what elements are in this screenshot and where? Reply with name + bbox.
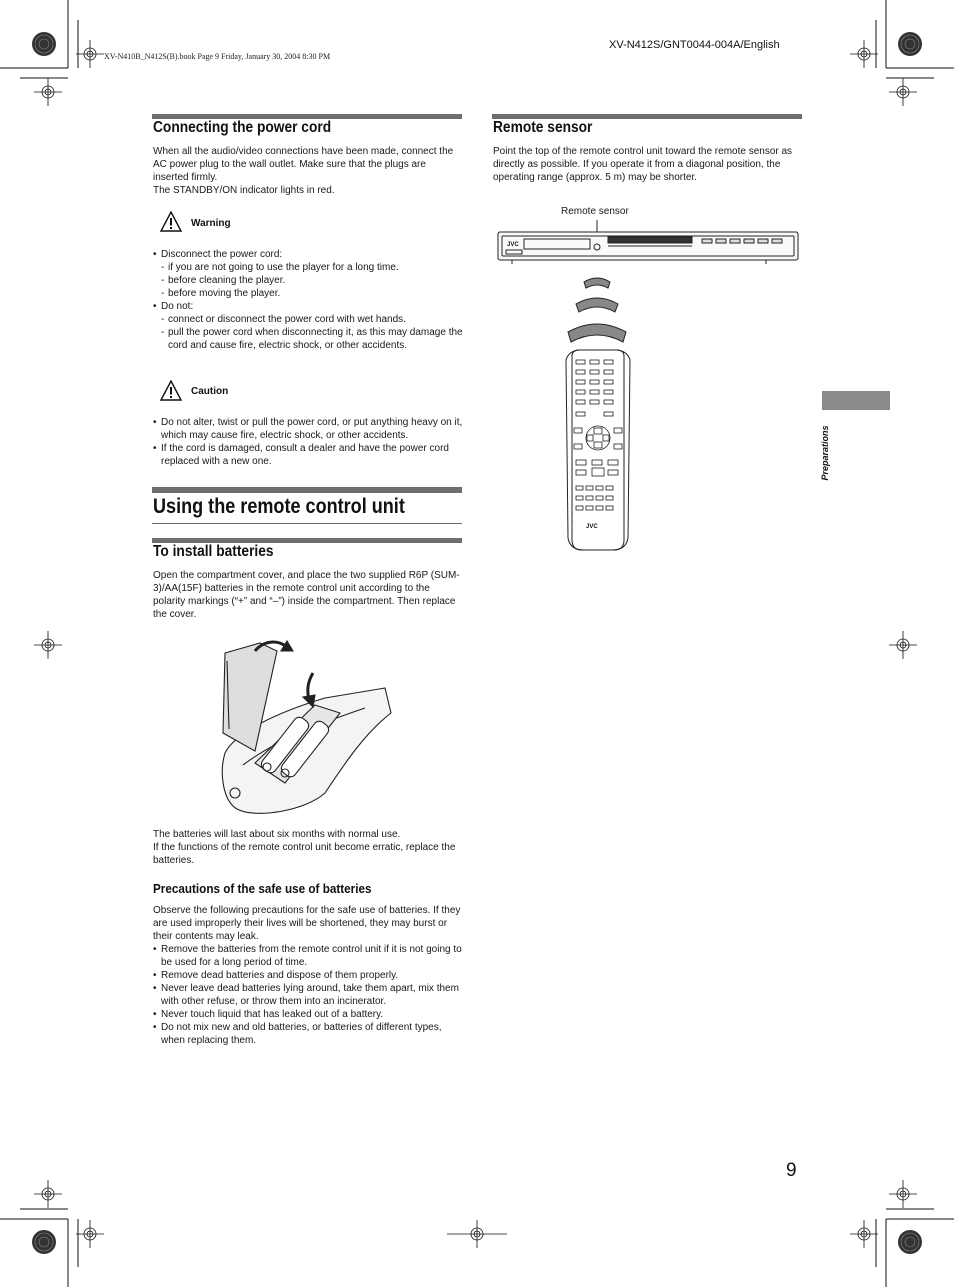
warning-triangle-icon bbox=[160, 211, 182, 233]
chapter-title-remote: Using the remote control unit bbox=[153, 495, 405, 518]
caution-triangle-icon bbox=[160, 380, 182, 402]
chapter-underline bbox=[152, 523, 462, 524]
warning-label: Warning bbox=[191, 218, 231, 229]
power-cord-intro bbox=[153, 145, 463, 197]
warning-subitem: - if you are not going to use the player for a long time. bbox=[153, 261, 463, 274]
precaution-item: • Never touch liquid that has leaked out of a battery. bbox=[153, 1008, 463, 1021]
warning-subitem: - before cleaning the player. bbox=[153, 274, 463, 287]
battery-life-notes bbox=[153, 828, 463, 867]
remote-brand-logo: JVC bbox=[586, 524, 598, 530]
page-number: 9 bbox=[786, 1160, 797, 1181]
precautions-block bbox=[153, 904, 463, 1047]
subsection-title-precautions: Precautions of the safe use of batteries bbox=[153, 881, 372, 896]
install-batteries-para: Open the compartment cover, and place the two supplied R6P (SUM-3)/AA(15F) batteries in the remote control unit according to the polarity markings (“+” and “–”) inside the compartment. Then replace the cover. bbox=[153, 570, 460, 620]
warning-subitem: - connect or disconnect the power cord with wet hands. bbox=[153, 313, 463, 326]
precaution-item: • Remove the batteries from the remote control unit if it is not going to be used for a long period of time. bbox=[153, 943, 463, 969]
caution-list bbox=[153, 416, 463, 468]
battery-install-illustration bbox=[215, 633, 395, 819]
precaution-item: • Remove dead batteries and dispose of them properly. bbox=[153, 969, 463, 982]
warning-list bbox=[153, 248, 463, 352]
warning-subitem: - pull the power cord when disconnecting it, as this may damage the cord and cause fire, electric shock, or other accidents. bbox=[153, 326, 463, 352]
chapter-rule bbox=[152, 487, 462, 493]
section-tab-marker bbox=[822, 391, 890, 410]
caution-item: • Do not alter, twist or pull the power cord, or put anything heavy on it, which may cause fire, electric shock, or other accidents. bbox=[153, 416, 463, 442]
caution-item: • If the cord is damaged, consult a dealer and have the power cord replaced with a new one. bbox=[153, 442, 463, 468]
warning-subitem: - before moving the player. bbox=[153, 287, 463, 300]
section-tab-label: Preparations bbox=[820, 425, 830, 481]
player-remote-illustration bbox=[496, 216, 802, 552]
precaution-item: • Do not mix new and old batteries, or batteries of different types, when replacing them. bbox=[153, 1021, 463, 1047]
document-code: XV-N412S/GNT0044-004A/English bbox=[609, 39, 780, 51]
precautions-intro: Observe the following precautions for the safe use of batteries. If they are used improperly their lives will be shortened, they may burst or their contents may leak. bbox=[153, 905, 461, 942]
caution-label: Caution bbox=[191, 386, 229, 397]
precaution-item: • Never leave dead batteries lying around, take them apart, mix them with other refuse, or throw them into an incinerator. bbox=[153, 982, 463, 1008]
remote-sensor-callout: Remote sensor bbox=[561, 206, 629, 217]
warning-item: • Disconnect the power cord: bbox=[153, 248, 463, 261]
battery-life-para-2: If the functions of the remote control unit become erratic, replace the batteries. bbox=[153, 842, 456, 866]
section-title-remote-sensor: Remote sensor bbox=[493, 119, 593, 136]
section-title-power-cord: Connecting the power cord bbox=[153, 119, 332, 136]
power-cord-para-2: The STANDBY/ON indicator lights in red. bbox=[153, 185, 335, 196]
power-cord-para-1: When all the audio/video connections have been made, connect the AC power plug to the wall outlet. Make sure that the plugs are inserted firmly. bbox=[153, 146, 454, 183]
section-title-install-batteries: To install batteries bbox=[153, 543, 274, 560]
player-brand-logo: JVC bbox=[507, 242, 519, 248]
battery-life-para-1: The batteries will last about six months with normal use. bbox=[153, 829, 401, 840]
remote-sensor-para: Point the top of the remote control unit toward the remote sensor as directly as possible. If you operate it from a diagonal position, the operating range (approx. 5 m) may be shorter. bbox=[493, 146, 793, 183]
warning-item: • Do not: bbox=[153, 300, 463, 313]
print-metadata: XV-N410B_N412S(B).book Page 9 Friday, January 30, 2004 8:30 PM bbox=[104, 52, 331, 61]
